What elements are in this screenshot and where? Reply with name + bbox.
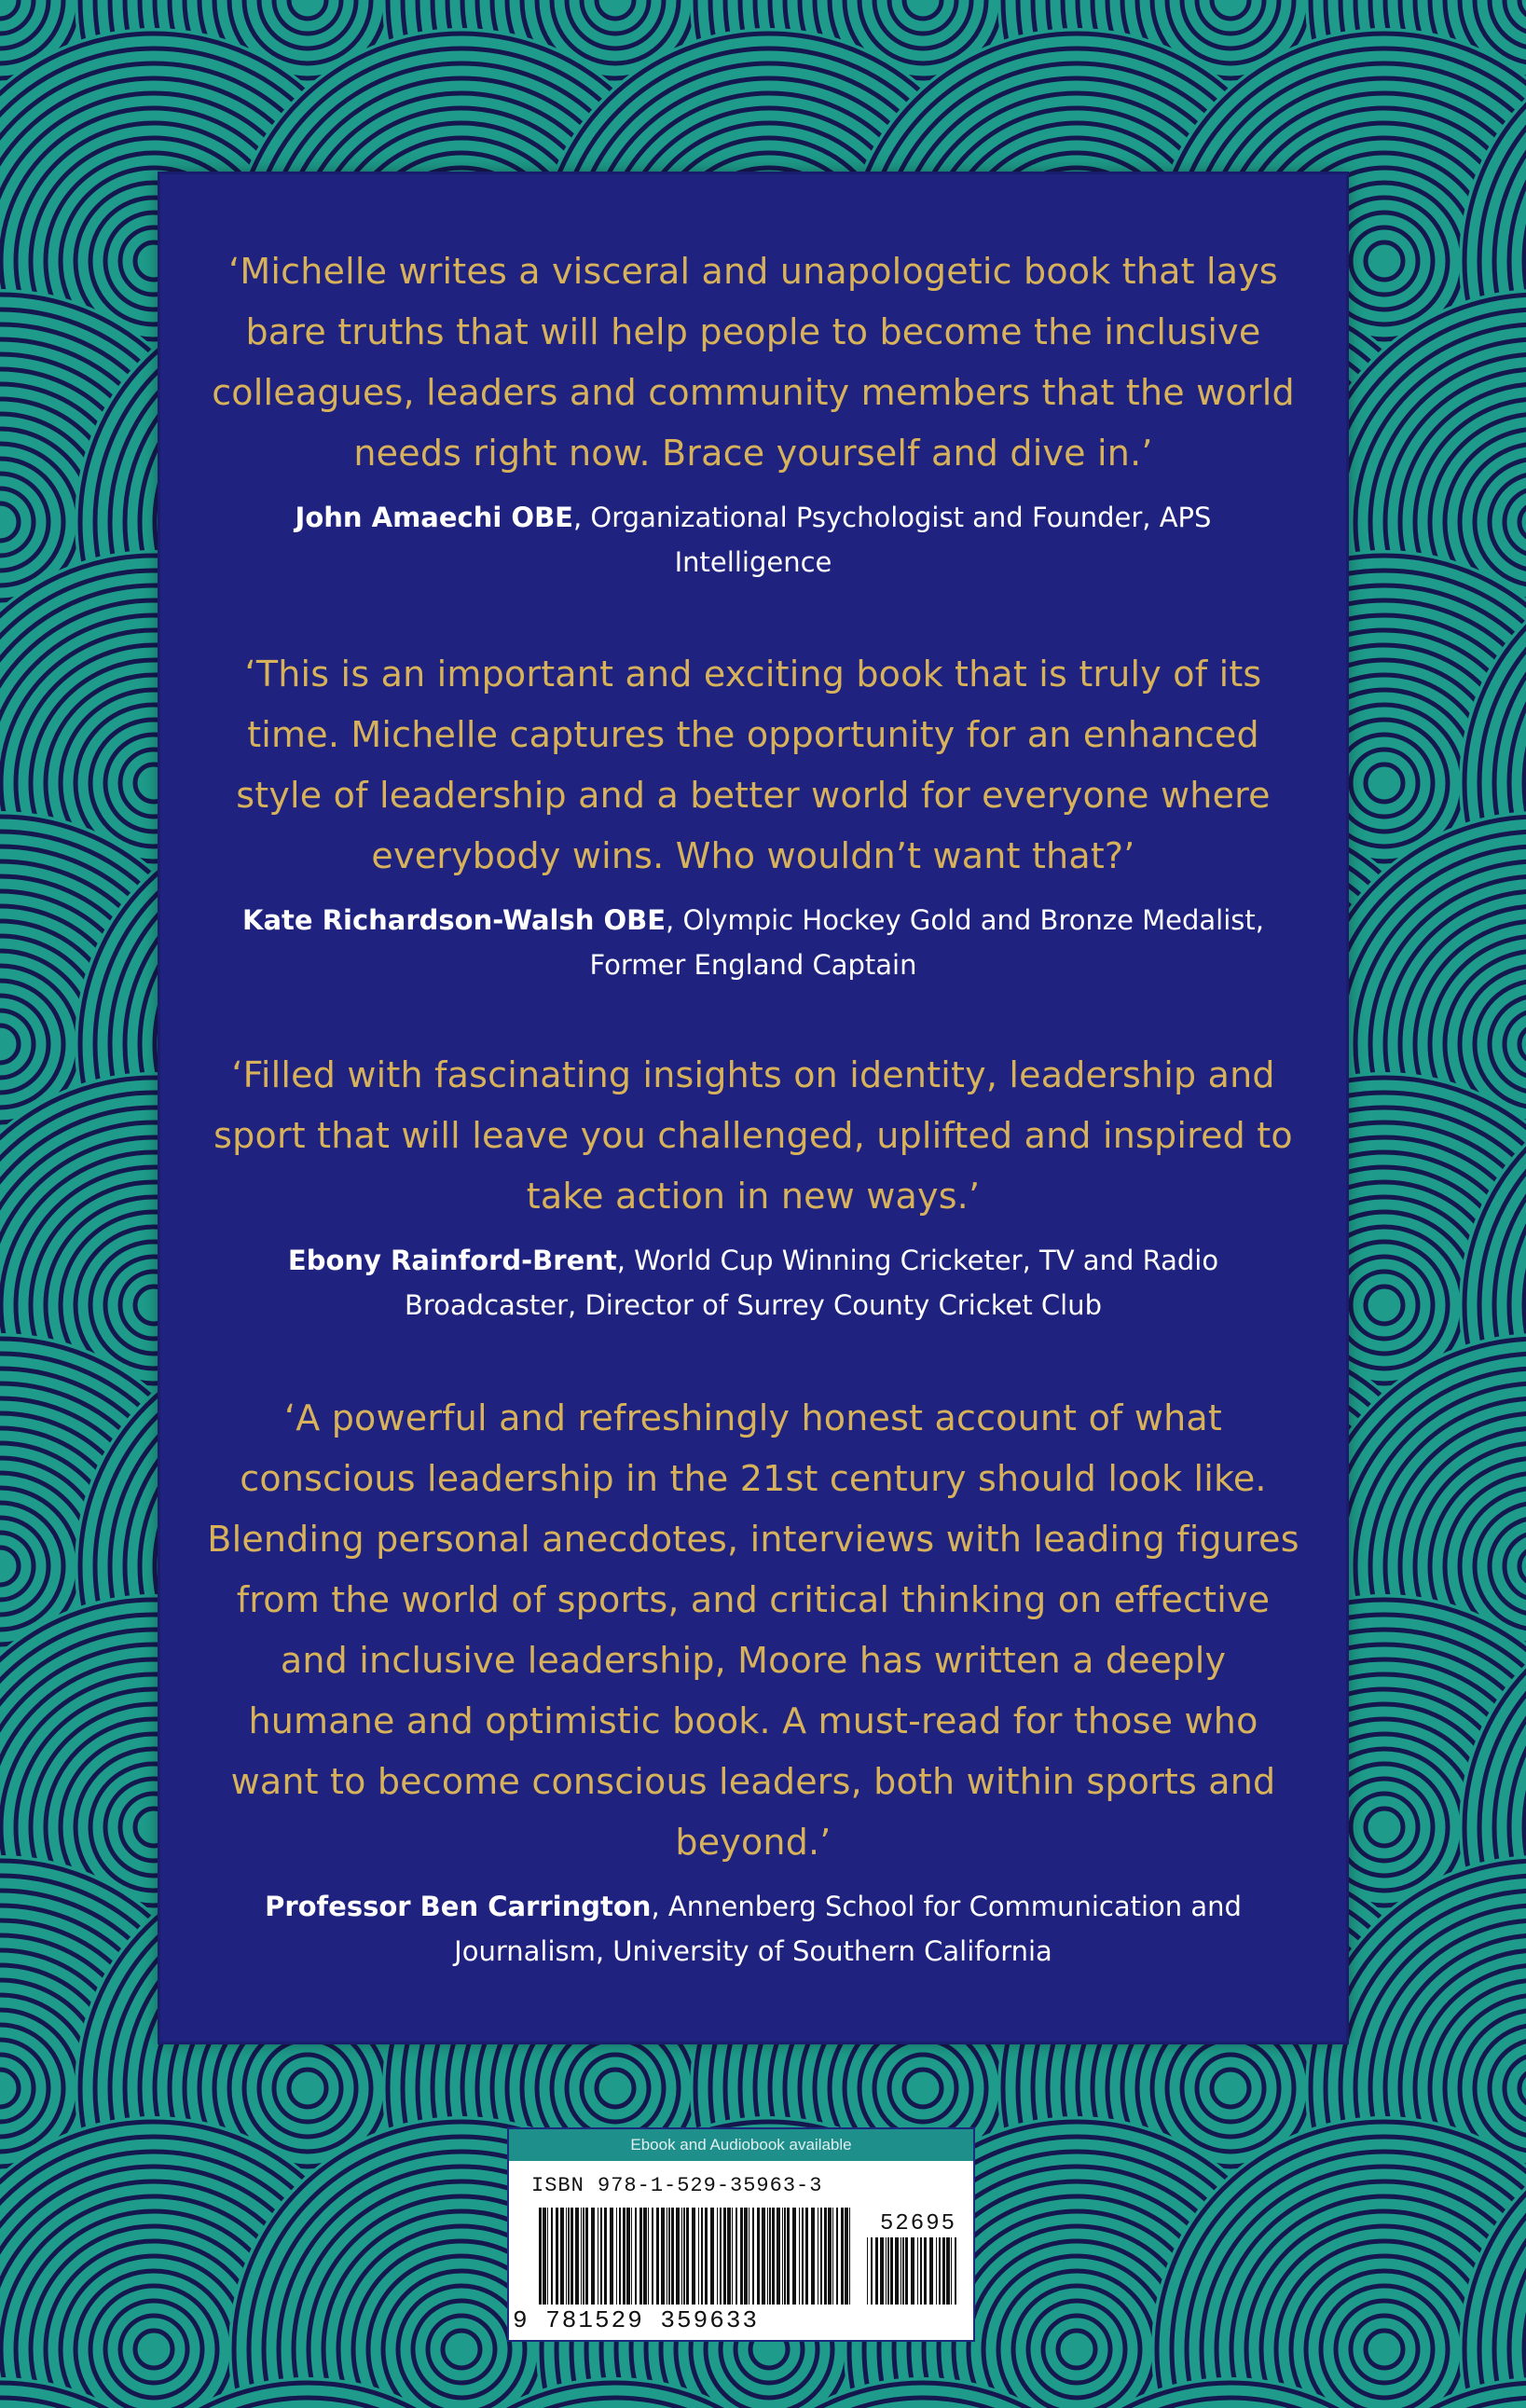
barcode-bar: [717, 2208, 718, 2305]
barcode-bar: [849, 2208, 850, 2305]
endorser-name: Professor Ben Carrington: [265, 1891, 652, 1922]
barcode-bar: [772, 2208, 775, 2305]
barcode-bar: [701, 2208, 703, 2305]
endorser-name: John Amaechi OBE: [295, 502, 573, 533]
barcode-bar: [591, 2208, 595, 2305]
barcode-bar: [568, 2208, 570, 2305]
endorsement-quote: ‘Filled with fascinating insights on identity, leadership and sport that will leave you challenged, uplifted and inspired to take action in new ways.’: [213, 1054, 1293, 1217]
price-code: 52695: [879, 2211, 956, 2236]
barcode-bar: [710, 2208, 714, 2305]
barcode-bar: [631, 2208, 632, 2305]
barcode-bar: [732, 2208, 733, 2305]
barcode-bar: [581, 2208, 582, 2305]
barcode-bar: [782, 2208, 783, 2305]
availability-band: Ebook and Audiobook available: [509, 2129, 973, 2161]
isbn-number: ISBN 978-1-529-35963-3: [531, 2174, 823, 2197]
barcode-bar: [583, 2208, 584, 2305]
barcode-bar: [727, 2208, 731, 2305]
barcode-bar: [551, 2208, 553, 2305]
endorsement-1: [160, 241, 1346, 585]
endorsement-2: [160, 644, 1346, 987]
barcode-bar: [805, 2208, 808, 2305]
barcode-bar: [762, 2208, 765, 2305]
endorsement-attribution: [241, 495, 1266, 585]
barcode-bar: [924, 2237, 927, 2305]
endorsement-quote: ‘A powerful and refreshingly honest account of what conscious leadership in the 21st century should look like. Blending personal anecdotes, interviews with leading figures from the world of sports, and critical thinking on effective and inclusive leadership, Moore has written a deeply humane and optimistic book. A must-read for those who want to become conscious leaders, both within sports and beyond.’: [207, 1397, 1299, 1863]
barcode-bar: [585, 2208, 588, 2305]
barcode-bar: [635, 2208, 637, 2305]
barcode-bar: [767, 2208, 768, 2305]
barcode-bar: [871, 2237, 873, 2305]
barcode-bar: [911, 2237, 914, 2305]
barcode-bar: [623, 2208, 626, 2305]
barcode-bar: [686, 2208, 689, 2305]
endorser-role: , Olympic Hockey Gold and Bronze Medalist, Former England Captain: [589, 904, 1264, 981]
barcode-bar: [841, 2208, 844, 2305]
barcode-bar: [575, 2208, 579, 2305]
barcode-bar: [875, 2237, 878, 2305]
barcode-bar: [539, 2208, 542, 2305]
barcode-bar: [787, 2208, 790, 2305]
endorsement-quote: ‘Michelle writes a visceral and unapologetic book that lays bare truths that will help people to become the inclusive colleagues, leaders and community members that the world needs right now. Brace yourself and dive in.’: [212, 251, 1295, 474]
endorsement-attribution: [241, 898, 1266, 987]
ean-digits: 9 781529 359633: [513, 2306, 760, 2334]
barcode-bar: [920, 2237, 922, 2305]
endorsement-attribution: [241, 1238, 1266, 1328]
endorsement-attribution: [241, 1884, 1266, 1974]
barcode-bar: [886, 2237, 887, 2305]
endorser-name: Kate Richardson-Walsh OBE: [242, 904, 667, 936]
barcode-bar: [639, 2208, 642, 2305]
barcode-bar: [845, 2208, 848, 2305]
barcode-bar: [784, 2208, 786, 2305]
ean-barcode: [537, 2208, 854, 2310]
barcode-bar: [610, 2208, 613, 2305]
barcode-bar: [668, 2208, 670, 2305]
barcode-bar: [752, 2208, 754, 2305]
barcode-bar: [811, 2208, 815, 2305]
barcode-bar: [880, 2237, 884, 2305]
endorsement-3: [160, 1045, 1346, 1328]
barcode-bar: [619, 2208, 621, 2305]
price-barcode: [865, 2237, 958, 2308]
barcode-bar: [824, 2208, 827, 2305]
barcode-bar: [895, 2237, 899, 2305]
barcode-bar: [661, 2208, 665, 2305]
barcode-bar: [681, 2208, 682, 2305]
barcode-bar: [543, 2208, 546, 2305]
endorsement-panel: [160, 174, 1346, 2042]
barcode-bar: [828, 2208, 832, 2305]
barcode-bar: [836, 2208, 838, 2305]
barcode-bar: [626, 2208, 630, 2305]
barcode-bar: [951, 2237, 952, 2305]
barcode-bar: [832, 2208, 833, 2305]
barcode-bar: [616, 2208, 617, 2305]
barcode-bar: [929, 2237, 933, 2305]
barcode-bar: [692, 2208, 695, 2305]
barcode-bar: [917, 2237, 918, 2305]
barcode-bar: [867, 2237, 868, 2305]
barcode-bar: [802, 2208, 804, 2305]
barcode-bar: [769, 2208, 771, 2305]
barcode-bar: [652, 2208, 653, 2305]
barcode-bar: [939, 2237, 941, 2305]
endorsement-quote: ‘This is an important and exciting book that is truly of its time. Michelle captures the opportunity for an enhanced style of leadership and a better world for everyone where everybody wins. Who wouldn’t want that?’: [236, 654, 1271, 876]
barcode-bar: [777, 2208, 780, 2305]
barcode-bar: [560, 2208, 564, 2305]
barcode-bar: [547, 2208, 548, 2305]
barcode-bar: [942, 2237, 945, 2305]
endorser-role: , Organizational Psychologist and Founder, APS Intelligence: [573, 502, 1212, 578]
barcode-bar: [648, 2208, 649, 2305]
barcode-bar: [740, 2208, 743, 2305]
barcode-bar: [683, 2208, 685, 2305]
barcode-bar: [887, 2237, 889, 2305]
barcode-bar: [890, 2237, 893, 2305]
barcode-bar: [900, 2237, 901, 2305]
barcode-bar: [698, 2208, 699, 2305]
barcode-bar: [643, 2208, 647, 2305]
barcode-bar: [936, 2237, 937, 2305]
endorser-role: , Annenberg School for Communication and Journalism, University of Southern California: [454, 1891, 1242, 1967]
barcode-bar: [571, 2208, 573, 2305]
barcode-bar: [757, 2208, 760, 2305]
endorser-role: , World Cup Winning Cricketer, TV and Radio Broadcaster, Director of Surrey County Cricket Club: [404, 1245, 1219, 1321]
barcode-bar: [556, 2208, 558, 2305]
barcode-bar: [905, 2237, 908, 2305]
barcode-bar: [946, 2237, 950, 2305]
endorser-name: Ebony Rainford-Brent: [287, 1245, 617, 1276]
barcode-bar: [566, 2208, 567, 2305]
barcode-bar: [955, 2237, 956, 2305]
barcode-bar: [705, 2208, 708, 2305]
barcode-bar: [820, 2208, 822, 2305]
barcode-bar: [671, 2208, 674, 2305]
barcode-bar: [902, 2237, 904, 2305]
endorsement-4: [160, 1388, 1346, 1974]
barcode-bar: [676, 2208, 680, 2305]
barcode-bar: [799, 2208, 800, 2305]
barcode-bar: [744, 2208, 748, 2305]
barcode-bar: [604, 2208, 607, 2305]
barcode-bar: [656, 2208, 659, 2305]
barcode-bar: [736, 2208, 737, 2305]
barcode-bar: [723, 2208, 726, 2305]
barcode-bar: [792, 2208, 796, 2305]
barcode-bar: [600, 2208, 602, 2305]
barcode-label: [507, 2127, 975, 2342]
barcode-bar: [720, 2208, 722, 2305]
